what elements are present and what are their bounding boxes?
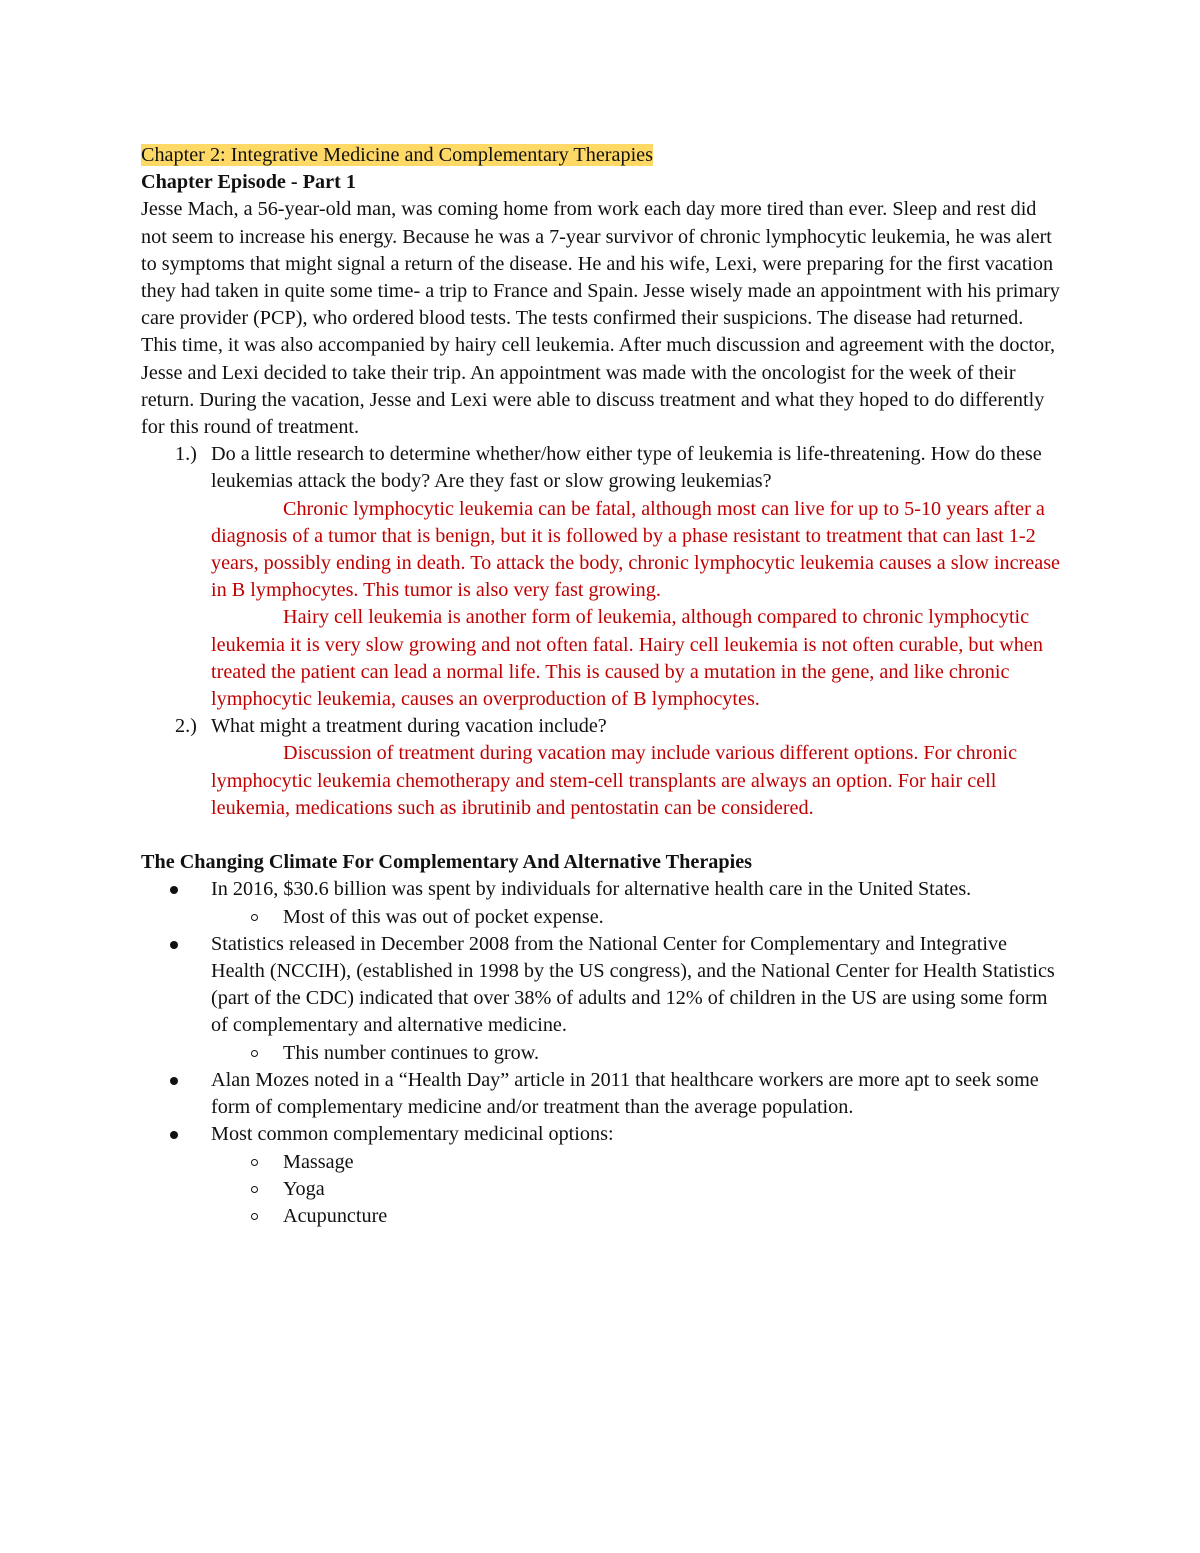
bullet-item <box>141 1067 1061 1121</box>
section-heading: The Changing Climate For Complementary And Alternative Therapies <box>141 851 753 874</box>
bullet-text: In 2016, $30.6 billion was spent by individuals for alternative health care in the United States. <box>211 878 972 901</box>
document-page <box>141 142 1061 1230</box>
circle-bullet-icon <box>251 1213 258 1220</box>
bullet-item <box>141 931 1061 1067</box>
question-marker: 1.) <box>175 443 197 466</box>
circle-bullet-icon <box>251 914 258 921</box>
circle-bullet-icon <box>251 1050 258 1057</box>
sub-item <box>211 1203 1061 1230</box>
circle-bullet-icon <box>251 1186 258 1193</box>
question-list <box>141 441 1061 822</box>
question-marker: 2.) <box>175 715 197 738</box>
chapter-title <box>141 142 1061 169</box>
answer-paragraph <box>211 740 1061 822</box>
answer-text: Hairy cell leukemia is another form of leukemia, although compared to chronic lymphocytic leukemia it is very slow growing and not often fatal. Hairy cell leukemia is not often curable, but when treated the patient can lead a normal life. This is caused by a mutation in the gene, and like chronic lymphocytic leukemia, causes an overproduction of B lymphocytes. <box>211 606 1043 711</box>
sub-item-text: Yoga <box>283 1177 325 1200</box>
bullet-item <box>141 876 1061 930</box>
spacer <box>141 822 1061 849</box>
answer-text: Discussion of treatment during vacation may include various different options. For chronic lymphocytic leukemia chemotherapy and stem-cell transplants are always an option. For hair cell leukemia, medications such as ibrutinib and pentostatin can be considered. <box>211 742 1018 819</box>
sub-item <box>211 1176 1061 1203</box>
bullet-icon <box>170 1077 178 1085</box>
sub-item-text: Massage <box>283 1150 354 1173</box>
sub-item-text: Most of this was out of pocket expense. <box>283 905 604 928</box>
question-text: What might a treatment during vacation include? <box>211 715 607 738</box>
bullet-icon <box>170 886 178 894</box>
sub-list <box>211 904 1061 931</box>
sub-list <box>211 1149 1061 1231</box>
bullet-icon <box>170 941 178 949</box>
chapter-title-text: Chapter 2: Integrative Medicine and Complementary Therapies <box>141 144 653 166</box>
sub-item-text: This number continues to grow. <box>283 1041 540 1064</box>
bullet-icon <box>170 1131 178 1139</box>
bullet-item <box>141 1121 1061 1230</box>
answer-text: Chronic lymphocytic leukemia can be fatal, although most can live for up to 5-10 years after a diagnosis of a tumor that is benign, but it is followed by a phase resistant to treatment that can last 1-2 years, possibly ending in death. To attack the body, chronic lymphocytic leukemia causes a slow increase in B lymphocytes. This tumor is also very fast growing. <box>211 497 1061 602</box>
sub-list <box>211 1040 1061 1067</box>
bullet-text: Alan Mozes noted in a “Health Day” article in 2011 that healthcare workers are more apt to seek some form of complementary medicine and/or treatment than the average population. <box>211 1068 1039 1119</box>
answer-paragraph <box>211 496 1061 605</box>
bullet-text: Most common complementary medicinal options: <box>211 1123 614 1146</box>
bullet-list <box>141 876 1061 1230</box>
sub-item <box>211 904 1061 931</box>
answer-paragraph <box>211 604 1061 713</box>
question-item-1 <box>141 441 1061 713</box>
sub-item <box>211 1149 1061 1176</box>
circle-bullet-icon <box>251 1159 258 1166</box>
sub-item-text: Acupuncture <box>283 1204 388 1227</box>
episode-paragraph: Jesse Mach, a 56-year-old man, was coming home from work each day more tired than ever. Sleep and rest did not seem to increase his energy. Because he was a 7-year survivor of chronic lymphocytic leukemia, he was alert to symptoms that might signal a return of the disease. He and his wife, Lexi, were preparing for the first vacation they had taken in quite some time- a trip to France and Spain. Jesse wisely made an appointment with his primary care provider (PCP), who ordered blood tests. The tests confirmed their suspicions. The disease had returned. This time, it was also accompanied by hairy cell leukemia. After much discussion and agreement with the doctor, Jesse and Lexi decided to take their trip. An appointment was made with the oncologist for the week of their return. During the vacation, Jesse and Lexi were able to discuss treatment and what they hoped to do differently for this round of treatment. <box>141 198 1060 439</box>
sub-item <box>211 1040 1061 1067</box>
episode-heading: Chapter Episode - Part 1 <box>141 171 356 194</box>
question-item-2 <box>141 713 1061 822</box>
question-text: Do a little research to determine whether/how either type of leukemia is life-threatening. How do these leukemias attack the body? Are they fast or slow growing leukemias? <box>211 443 1042 493</box>
bullet-text: Statistics released in December 2008 from the National Center for Complementary and Integrative Health (NCCIH), (established in 1998 by the US congress), and the National Center for Health Statistics (part of the CDC) indicated that over 38% of adults and 12% of children in the US are using some form of complementary and alternative medicine. <box>211 932 1055 1037</box>
